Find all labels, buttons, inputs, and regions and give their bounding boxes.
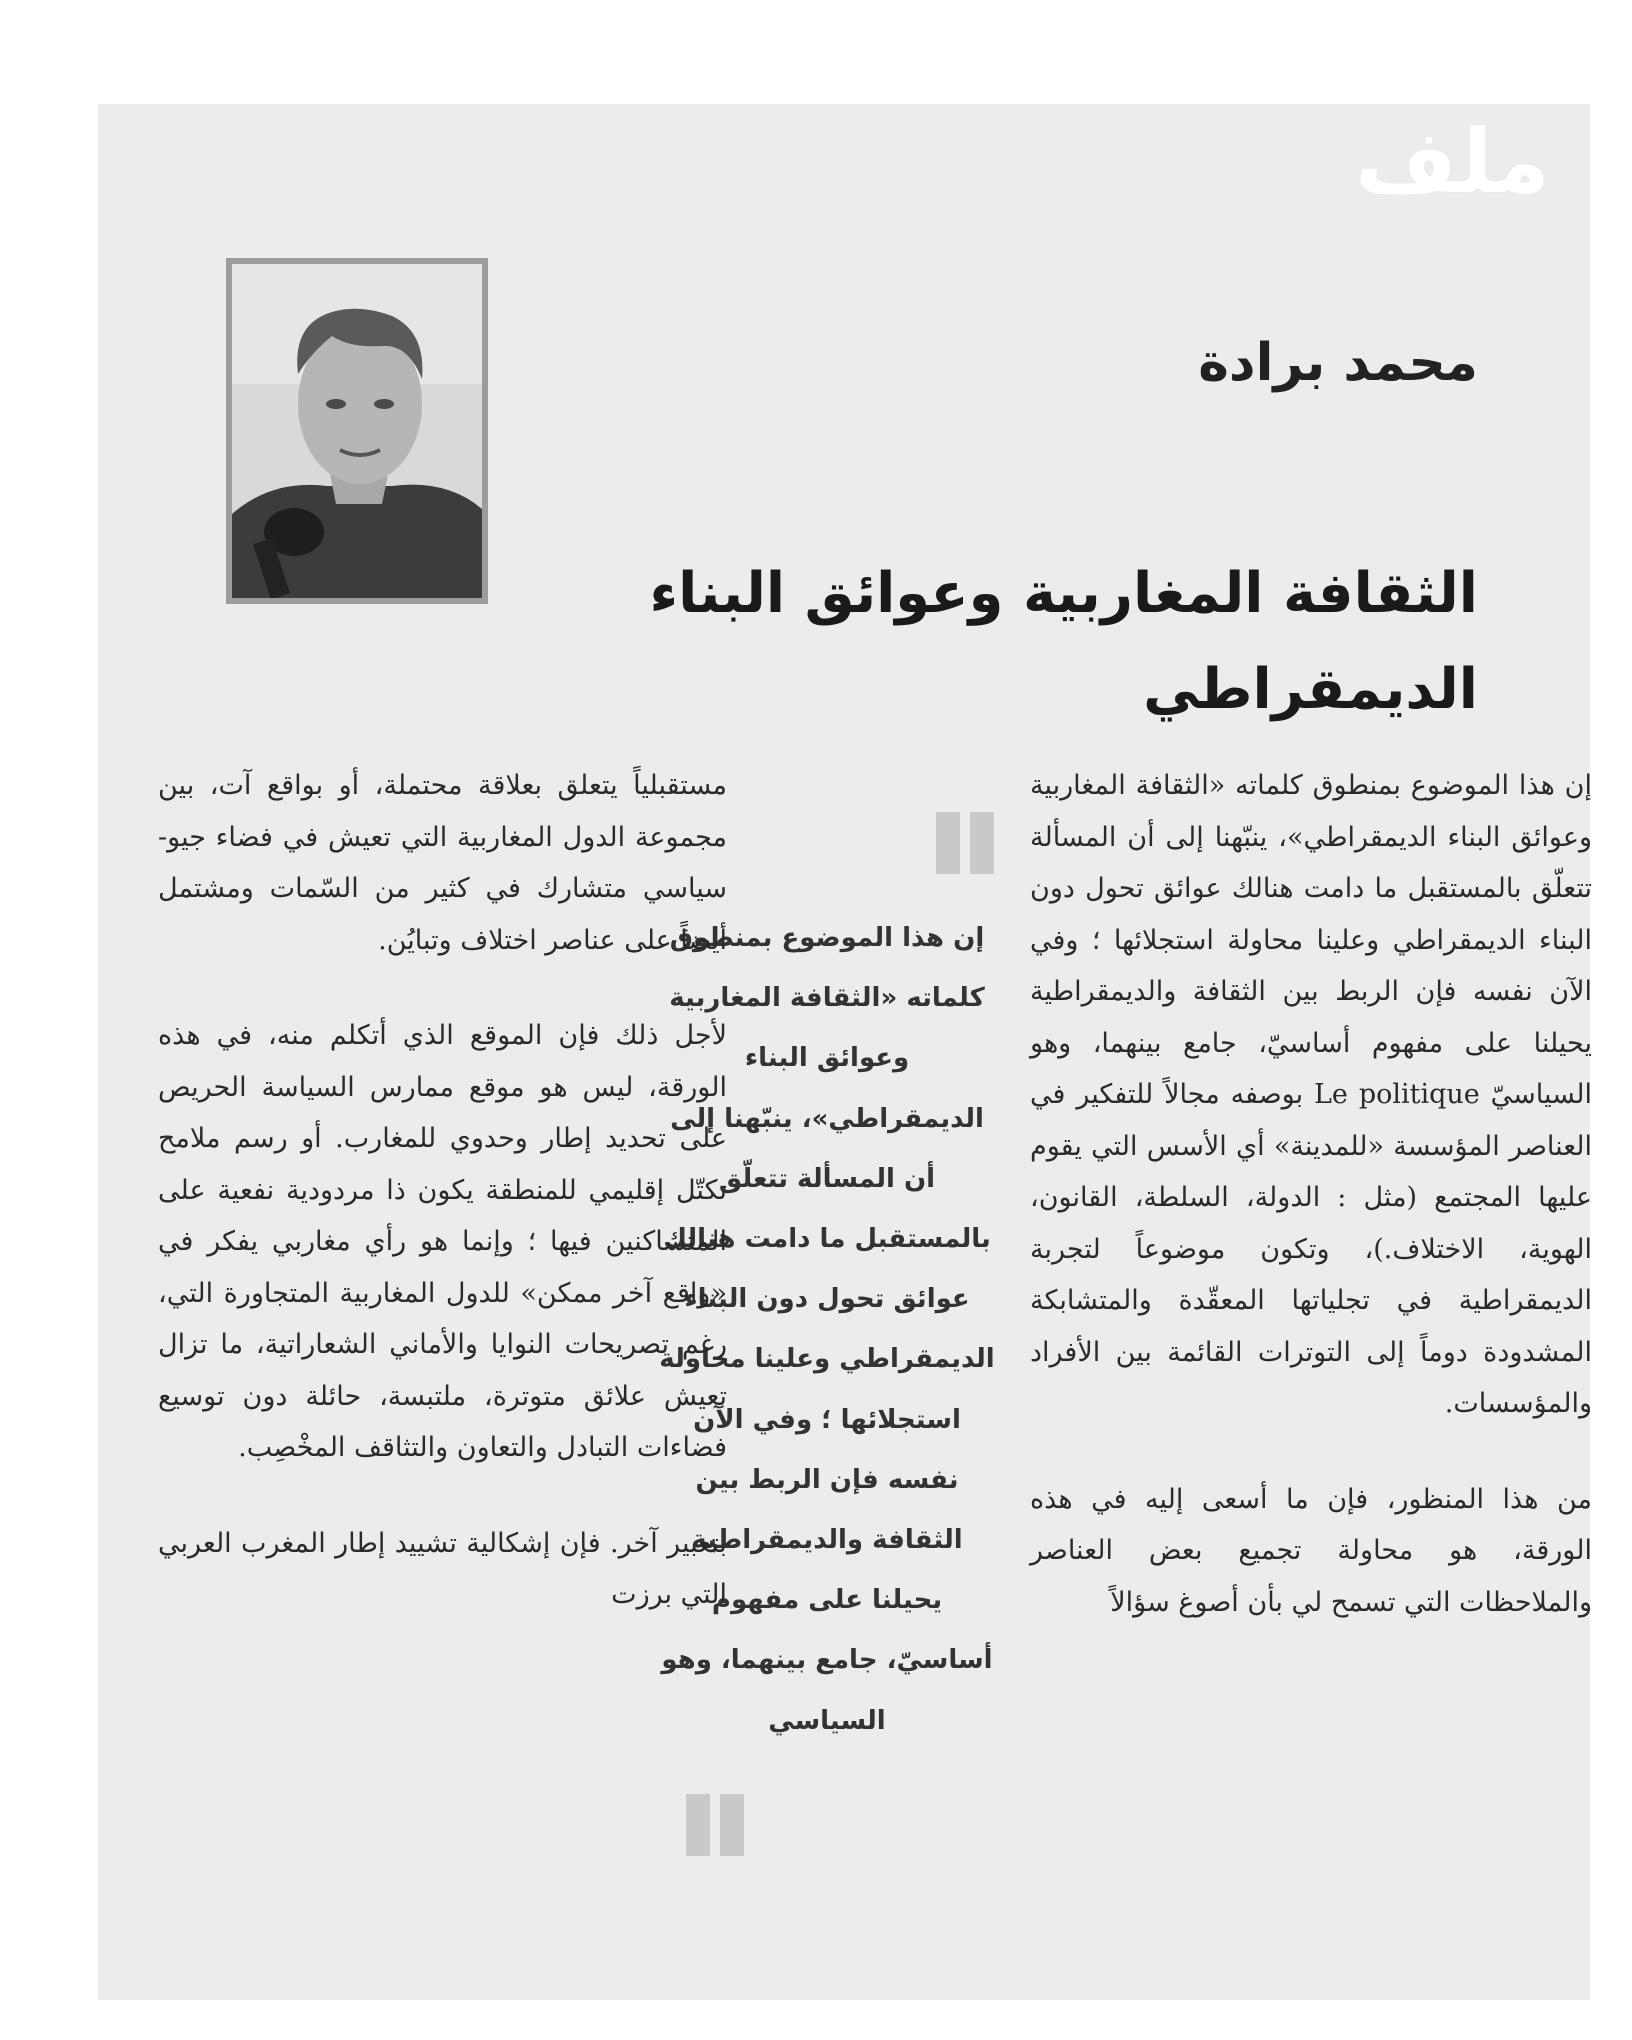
body-paragraph: بتعبير آخر. فإن إشكالية تشييد إطار المغرب العربي التي برزت — [158, 1527, 727, 1610]
pull-quote-open-mark-icon — [936, 812, 994, 874]
author-name: محمد برادة — [1198, 333, 1478, 393]
pull-quote-close-mark-icon — [686, 1794, 744, 1856]
body-paragraph: من هذا المنظور، فإن ما أسعى إليه في هذه الورقة، هو محاولة تجميع بعض العناصر والملاحظات التي تسمح لي بأن أصوغ سؤالاً — [1030, 1483, 1592, 1618]
body-column-left — [158, 760, 727, 1665]
author-photo — [226, 258, 488, 604]
body-paragraph: إن هذا الموضوع بمنطوق كلماته «الثقافة المغاربية وعوائق البناء الديمقراطي»، ينبّهنا إلى أن المسألة تتعلّق بالمستقبل ما دامت هنالك عوائق تحول دون البناء الديمقراطي وعلينا محاولة استجلائها ؛ وفي الآن نفسه فإن الربط بين الثقافة والديمقراطية يحيلنا على مفهوم أساسيّ، جامع بينهما، وهو السياسيّ Le politique بوصفه مجالاً للتفكير في العناصر المؤسسة «للمدينة» أي الأسس التي يقوم عليها المجتمع (مثل : الدولة، السلطة، القانون، الهوية، الاختلاف.)، وتكون موضوعاً لتجربة الديمقراطية في تجلياتها المعقّدة والمتشابكة المشدودة دوماً إلى التوترات القائمة بين الأفراد والمؤسسات. — [1030, 770, 1592, 1419]
body-paragraph: مستقبلياً يتعلق بعلاقة محتملة، أو بواقع آت، بين مجموعة الدول المغاربية التي تعيش في فضاء جيو-سياسي متشارك في كثير من السّمات ومشتمل أيضاً على عناصر اختلاف وتبايُن. — [158, 770, 727, 956]
magazine-page — [98, 104, 1590, 2000]
article-title — [518, 546, 1478, 738]
portrait-illustration — [232, 264, 482, 598]
article-title-line-2: الديمقراطي — [1143, 657, 1478, 722]
body-column-right — [1030, 760, 1592, 1672]
section-label: ملف — [1354, 110, 1550, 213]
article-title-line-1: الثقافة المغاربية وعوائق البناء — [649, 561, 1478, 626]
body-paragraph: لأجل ذلك فإن الموقع الذي أتكلم منه، في هذه الورقة، ليس هو موقع ممارس السياسة الحريص على تحديد إطار وحدوي للمغارب. أو رسم ملامح تكتّل إقليمي للمنطقة يكون ذا مردودية نفعية على المتساكنين فيها ؛ وإنما هو رأي مغاربي يفكر في «واقع آخر ممكن» للدول المغاربية المتجاورة التي، رغم تصريحات النوايا والأماني الشعاراتية، ما تزال تعيش علائق متوترة، ملتبسة، حائلة دون توسيع فضاءات التبادل والتعاون والتثاقف المخْصِب. — [158, 1020, 727, 1463]
pull-quote: إن هذا الموضوع بمنطوق كلماته «الثقافة المغاربية وعوائق البناء الديمقراطي»، ينبّهنا إلى أن المسألة تتعلّق بالمستقبل ما دامت هنالك عوائق تحول دون البناء الديمقراطي وعلينا محاولة استجلائها ؛ وفي الآن نفسه فإن الربط بين الثقافة والديمقراطية يحيلنا على مفهوم أساسيّ، جامع بينهما، وهو السياسي — [659, 923, 995, 1736]
